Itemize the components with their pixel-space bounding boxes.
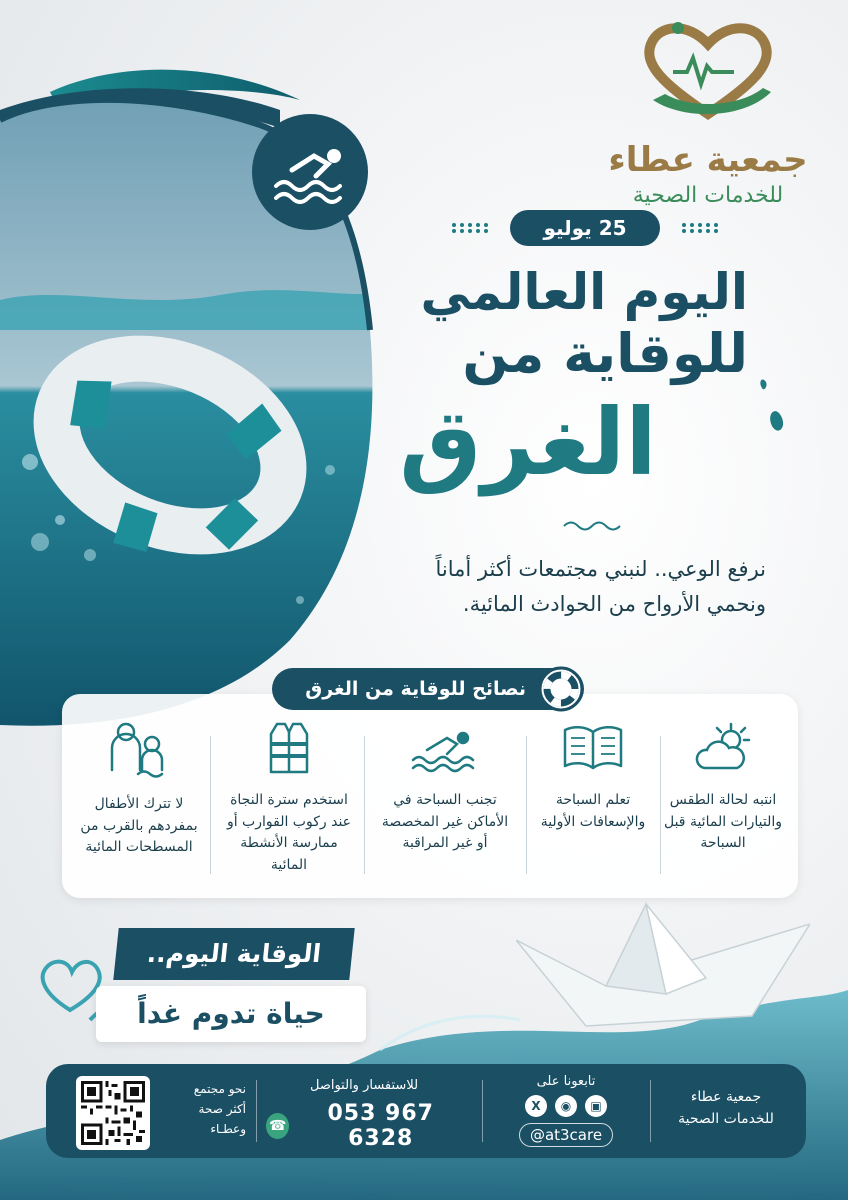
footer-org-subtitle: للخدمات الصحية <box>678 1111 774 1128</box>
footer-divider <box>482 1080 483 1142</box>
water-drops-icon <box>752 374 812 444</box>
tip-item <box>650 720 796 890</box>
life-vest-icon <box>259 720 319 776</box>
weather-cloud-sun-icon <box>691 720 755 776</box>
title-line-3: الغرق <box>399 389 657 496</box>
social-icons <box>498 1095 634 1117</box>
social-handle[interactable]: @at3care <box>519 1123 613 1147</box>
phone-icon: ☎ <box>266 1113 289 1139</box>
tip-item <box>66 720 212 890</box>
intro-line-2: ونحمي الأرواح من الحوادث المائية. <box>462 591 766 616</box>
instagram-icon[interactable]: ▣ <box>585 1095 607 1117</box>
footer-follow <box>498 1074 634 1147</box>
tip-text: لا تترك الأطفال بمفردهم بالقرب من المسطحات المائية <box>80 796 198 856</box>
qr-code[interactable] <box>76 1076 150 1150</box>
dots-decoration-right <box>680 222 720 234</box>
footer-organization <box>656 1086 796 1131</box>
tip-text: تجنب السباحة في الأماكن غير المخصصة أو غير المراقبة <box>381 792 509 852</box>
slogan-line-2: حياة تدوم غداً <box>96 986 366 1042</box>
phone-row <box>266 1101 462 1151</box>
tip-item <box>216 720 362 890</box>
tip-text: انتبه لحالة الطقس والتيارات المائية قبل السباحة <box>663 792 783 852</box>
footer-divider <box>256 1080 257 1142</box>
swimmer-icon <box>409 720 481 776</box>
divider <box>364 736 365 874</box>
logo-name: جمعية عطاء <box>608 140 808 180</box>
title-line-2: للوقاية من <box>462 322 748 385</box>
follow-label: تابعونا على <box>536 1074 596 1089</box>
paper-boat-icon <box>516 898 810 1048</box>
phone-number[interactable]: 053 967 6328 <box>327 1101 434 1151</box>
x-icon[interactable]: X <box>525 1095 547 1117</box>
date-badge: 25 يوليو <box>510 210 660 246</box>
motto-line-3: وعطـاء <box>210 1121 246 1136</box>
footer-org-name: جمعية عطاء <box>690 1089 762 1105</box>
footer-bar <box>46 1064 806 1158</box>
tip-text: استخدم سترة النجاة عند ركوب القوارب أو ممارسة الأنشطة المائية <box>226 792 352 874</box>
snapchat-icon[interactable]: ◉ <box>555 1095 577 1117</box>
open-book-icon <box>561 720 625 776</box>
parent-child-icon <box>104 720 174 780</box>
motto-line-1: نحو مجتمع <box>193 1082 246 1096</box>
organization-logo <box>608 14 808 208</box>
motto-line-2: أكثر صحة <box>198 1101 246 1116</box>
tip-text: تعلم السباحة والإسعافات الأولية <box>540 792 646 830</box>
tip-item <box>372 720 518 890</box>
footer-divider <box>650 1080 651 1142</box>
logo-subtitle: للخدمات الصحية <box>632 183 784 208</box>
title-line-1: اليوم العالمي <box>420 263 748 321</box>
lifebuoy-icon <box>538 666 584 712</box>
wave-divider-icon <box>562 518 622 534</box>
tip-item <box>520 720 666 890</box>
tips-heading: نصائح للوقاية من الغرق <box>272 668 584 710</box>
heart-hand-logo-icon <box>633 14 783 134</box>
divider <box>526 736 527 874</box>
footer-contact <box>266 1078 462 1151</box>
intro-text <box>366 552 766 621</box>
qr-code-icon <box>81 1081 145 1145</box>
dots-decoration-left <box>450 222 490 234</box>
intro-line-1: نرفع الوعي.. لنبني مجتمعات أكثر أماناً <box>435 557 766 581</box>
contact-label: للاستفسار والتواصل <box>309 1078 419 1093</box>
slogan-line-1: الوقاية اليوم.. <box>113 928 354 980</box>
footer-motto <box>164 1080 246 1139</box>
